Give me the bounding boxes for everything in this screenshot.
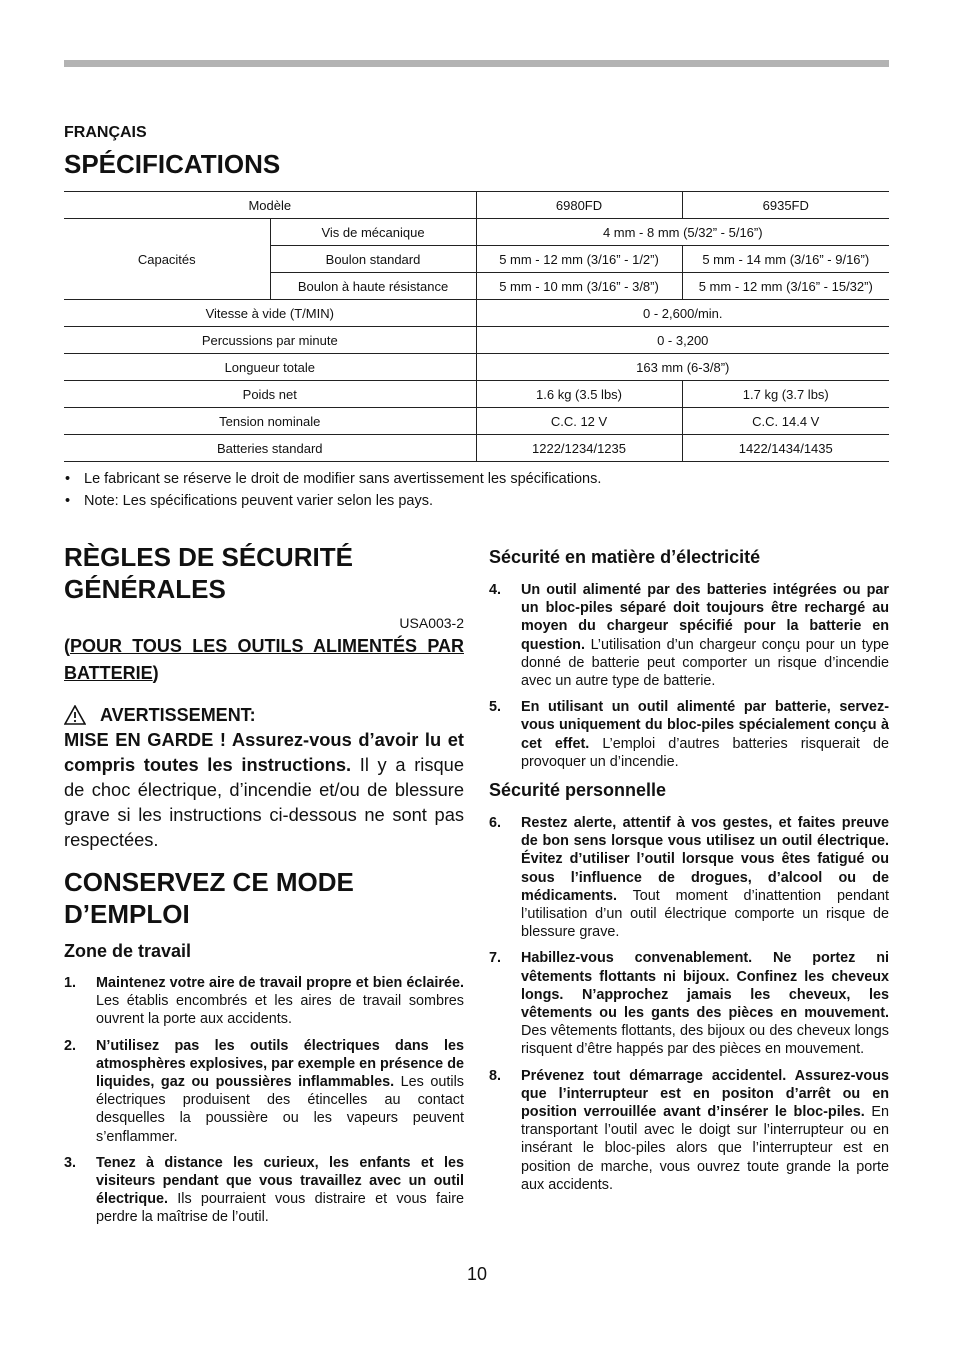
table-cell: Capacités (64, 219, 270, 300)
page-number: 10 (466, 1264, 488, 1284)
note-item: • Note: Les spécifications peuvent varier selon les pays. (64, 490, 889, 512)
list-item (64, 1037, 464, 1146)
table-cell: Vitesse à vide (T/MIN) (64, 300, 476, 327)
item-number: 5. (489, 699, 502, 716)
keep-title-line-1: CONSERVEZ CE MODE (64, 867, 354, 897)
spec-notes (64, 468, 889, 512)
table-cell: 1.6 kg (3.5 lbs) (476, 381, 682, 408)
table-cell: 1422/1434/1435 (682, 435, 889, 462)
item-bold: N’utilisez pas les outils électriques dans les atmosphères explosives, par exemple en présence de liquides, gaz ou poussières inflammables. (96, 1037, 464, 1091)
item-text: En transportant l’outil avec le doigt sur l’interrupteur ou en insérant le bloc-piles alors que l’interrupteur est en position de marche, vous ouvrez toute grande la porte aux accidents. (521, 1104, 889, 1193)
table-cell: C.C. 12 V (476, 408, 682, 435)
table-cell: 4 mm - 8 mm (5/32” - 5/16”) (476, 219, 889, 246)
table-cell: 6935FD (682, 192, 889, 219)
table-cell: 0 - 2,600/min. (476, 300, 889, 327)
item-text: Tout moment d’inattention pendant l’utilisation d’un outil électrique comporte un risque de blessure grave. (521, 887, 889, 941)
table-cell: Tension nominale (64, 408, 476, 435)
list-item (489, 814, 889, 941)
table-cell: Boulon à haute résistance (270, 273, 476, 300)
table-cell: 163 mm (6-3/8”) (476, 354, 889, 381)
table-row (64, 219, 889, 246)
personal-safety-title: Sécurité personnelle (489, 780, 667, 801)
item-bold: En utilisant un outil alimenté par batterie, servez-vous uniquement du bloc-piles spécialement conçu à cet effet. (521, 699, 889, 752)
warning-title: AVERTISSEMENT: (100, 705, 256, 725)
table-cell: 0 - 3,200 (476, 327, 889, 354)
item-number: 6. (489, 815, 502, 832)
table-cell: Poids net (64, 381, 476, 408)
work-area-list (64, 974, 464, 1227)
page-title: SPÉCIFICATIONS (64, 149, 281, 179)
table-cell: Boulon standard (270, 246, 476, 273)
table-row (64, 354, 889, 381)
item-number: 3. (64, 1154, 77, 1171)
table-row (64, 192, 889, 219)
table-cell: Batteries standard (64, 435, 476, 462)
header-rule (64, 60, 889, 67)
item-number: 4. (489, 582, 502, 598)
table-cell: Longueur totale (64, 354, 476, 381)
list-item (489, 1067, 889, 1194)
language-label: FRANÇAIS (64, 124, 147, 141)
item-bold: Un outil alimenté par des batteries intégrées ou par un bloc-piles séparé doit toujours être rechargé au moyen du chargeur spécifié pour la batterie en question. (521, 582, 889, 653)
warning-triangle-icon (64, 705, 86, 725)
table-cell: 5 mm - 12 mm (3/16” - 15/32”) (682, 273, 889, 300)
battery-tools-subtitle (64, 633, 464, 687)
warning-text (64, 727, 464, 852)
item-bold: Prévenez tout démarrage accidentel. Assurez-vous que l’interrupteur est en positon d’arrêt ou en position verrouillée avant d’insérer le bloc-piles. (521, 1067, 889, 1121)
table-cell: Vis de mécanique (270, 219, 476, 246)
table-row (64, 327, 889, 354)
item-text: Des vêtements flottants, des bijoux ou des cheveux longs risquent d’être happés par des pièces en mouvement. (521, 1023, 889, 1058)
keep-title-line-2: D’EMPLOI (64, 899, 190, 929)
table-row (64, 408, 889, 435)
item-text: L’emploi d’autres batteries risquerait de provoquer un d’incendie. (521, 735, 890, 770)
list-item (64, 1154, 464, 1227)
warning-heading (64, 703, 464, 727)
list-item (64, 974, 464, 1029)
list-item (489, 581, 889, 690)
table-cell: C.C. 14.4 V (682, 408, 889, 435)
paren-close: ) (152, 663, 159, 683)
item-text: Ils pourraient vous distraire et vous faire perdre la maîtrise de l’outil. (96, 1191, 464, 1226)
rules-title-line-2: GÉNÉRALES (64, 574, 226, 604)
warning-plain: Il y a risque de choc électrique, d’incendie et/ou de blessure grave si les instructions ci-dessous ne sont pas respectées. (64, 754, 464, 850)
table-row (64, 381, 889, 408)
document-code: USA003-2 (399, 615, 464, 631)
electric-safety-list (489, 581, 889, 771)
table-cell: 5 mm - 10 mm (3/16” - 3/8”) (476, 273, 682, 300)
table-row (64, 435, 889, 462)
table-cell: Percussions par minute (64, 327, 476, 354)
table-row (64, 300, 889, 327)
item-bold: Tenez à distance les curieux, les enfants et les visiteurs pendant que vous travaillez avec un outil électrique. (96, 1154, 464, 1208)
item-number: 2. (64, 1037, 77, 1054)
personal-safety-list (489, 814, 889, 1194)
table-cell: 5 mm - 14 mm (3/16” - 9/16”) (682, 246, 889, 273)
table-cell: 1.7 kg (3.7 lbs) (682, 381, 889, 408)
rules-title-line-1: RÈGLES DE SÉCURITÉ (64, 542, 353, 572)
paren-open: ( (64, 636, 70, 656)
list-item (489, 698, 889, 771)
left-column (64, 541, 464, 1235)
item-text: Les outils électriques produisent des étincelles au contact desquelles la poussière ou les vapeurs peuvent s’enflammer. (96, 1074, 465, 1145)
item-text: Les établis encombrés et les aires de travail sombres ouvrent la porte aux accidents. (96, 993, 464, 1028)
note-item: • Le fabricant se réserve le droit de modifier sans avertissement les spécifications. (64, 468, 889, 490)
electric-safety-title: Sécurité en matière d’électricité (489, 547, 761, 567)
item-number: 8. (489, 1067, 502, 1084)
specifications-table (64, 191, 889, 462)
item-text: L’utilisation d’un chargeur conçu pour un type donné de batterie peut comporter un risque d’incendie avec un autre type de batterie. (521, 636, 889, 690)
battery-tools-text: POUR TOUS LES OUTILS ALIMENTÉS PAR BATTERIE (64, 636, 464, 683)
item-bold: Restez alerte, attentif à vos gestes, et faites preuve de bon sens lorsque vous utilisez un outil électrique. Évitez d’utiliser l’outil lorsque vous êtes fatigué ou sous l’influence de drogues, d’alcool ou de médicaments. (521, 815, 889, 904)
item-number: 7. (489, 950, 502, 967)
table-cell: 6980FD (476, 192, 682, 219)
table-cell: Modèle (64, 192, 476, 219)
item-bold: Habillez-vous convenablement. Ne portez ni vêtements flottants ni bijoux. Confinez les cheveux longs. N’approchez jamais les cheveux, les vêtements ou les gants des pièces en mouvement. (521, 950, 889, 1022)
list-item (489, 949, 889, 1058)
right-column (489, 546, 889, 1202)
table-cell: 5 mm - 12 mm (3/16” - 1/2”) (476, 246, 682, 273)
warning-bold: MISE EN GARDE ! Assurez-vous d’avoir lu et compris toutes les instructions. (64, 729, 464, 775)
table-cell: 1222/1234/1235 (476, 435, 682, 462)
item-number: 1. (64, 975, 77, 991)
item-bold: Maintenez votre aire de travail propre et bien éclairée. (96, 975, 464, 991)
work-area-title: Zone de travail (64, 941, 192, 961)
